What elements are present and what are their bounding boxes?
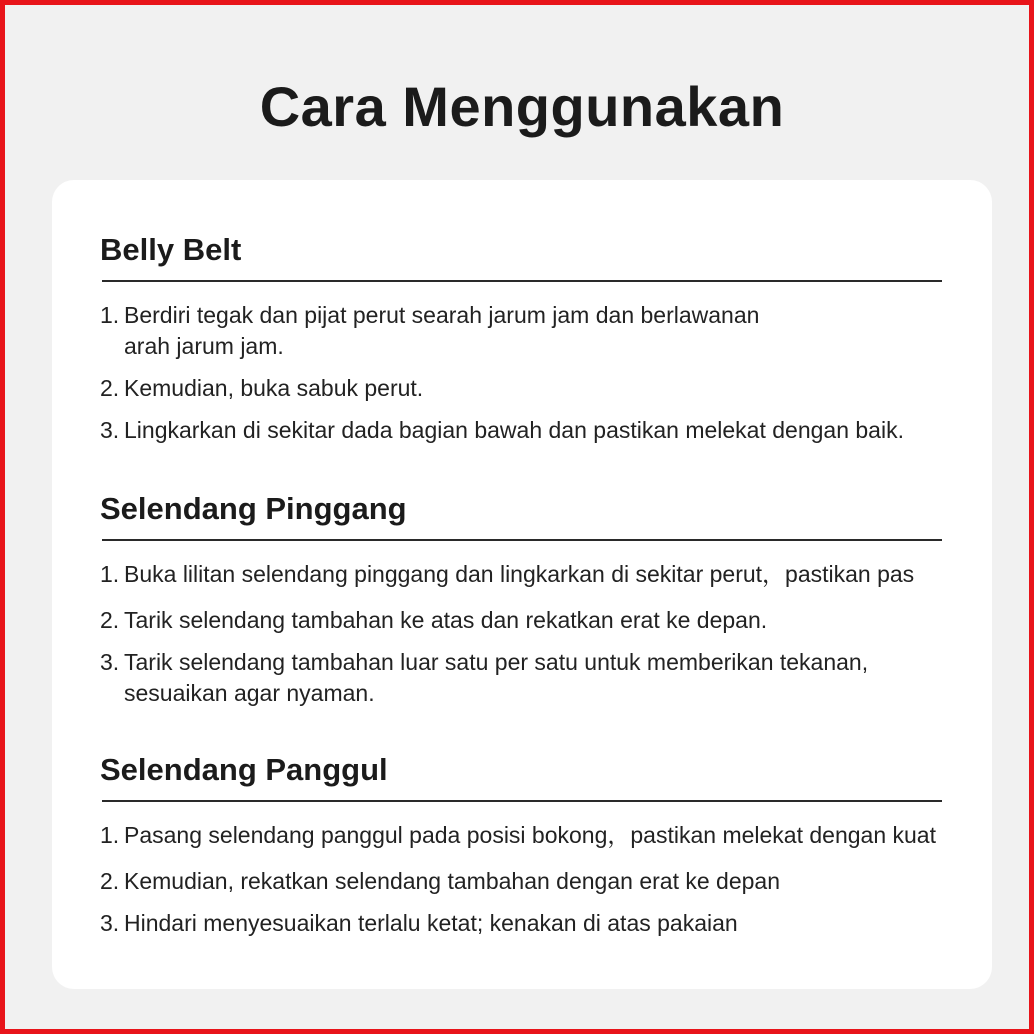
step-text: Tarik selendang tambahan luar satu per satu untuk memberikan tekanan,	[124, 649, 869, 675]
section-divider	[102, 539, 942, 541]
step-number: 3.	[100, 649, 120, 675]
step-item	[100, 908, 946, 939]
step-number: 1.	[100, 561, 120, 587]
step-list	[100, 820, 946, 939]
page-title: Cara Menggunakan	[259, 75, 785, 138]
step-text: Buka lilitan selendang pinggang dan lingkarkan di sekitar perut，pastikan pas	[124, 561, 915, 587]
step-text: Pasang selendang panggul pada posisi bokong，pastikan melekat dengan kuat	[124, 822, 936, 848]
section-heading: Selendang Pinggang	[100, 491, 407, 526]
step-text-continued: sesuaikan agar nyaman.	[124, 680, 375, 706]
step-item	[100, 866, 946, 897]
step-item	[100, 415, 946, 446]
step-number: 1.	[100, 302, 120, 328]
step-item	[100, 820, 946, 851]
step-item	[100, 647, 946, 709]
section-selendang-pinggang	[100, 489, 946, 709]
section-belly-belt	[100, 230, 946, 446]
step-list	[100, 300, 946, 446]
step-text: Lingkarkan di sekitar dada bagian bawah dan pastikan melekat dengan baik.	[124, 417, 904, 443]
step-number: 3.	[100, 910, 120, 936]
step-number: 3.	[100, 417, 120, 443]
section-divider	[102, 280, 942, 282]
step-number: 2.	[100, 375, 120, 401]
step-item	[100, 559, 946, 590]
step-list	[100, 559, 946, 709]
step-number: 2.	[100, 868, 120, 894]
step-number: 1.	[100, 822, 120, 848]
step-item	[100, 605, 946, 636]
step-text: Berdiri tegak dan pijat perut searah jarum jam dan berlawanan	[124, 302, 760, 328]
instructions-card	[52, 180, 992, 989]
section-heading: Belly Belt	[100, 232, 242, 267]
step-item	[100, 373, 946, 404]
step-text: Tarik selendang tambahan ke atas dan rekatkan erat ke depan.	[124, 607, 768, 633]
step-number: 2.	[100, 607, 120, 633]
section-selendang-panggul	[100, 750, 946, 939]
section-divider	[102, 800, 942, 802]
step-item	[100, 300, 946, 362]
step-text: Hindari menyesuaikan terlalu ketat; kenakan di atas pakaian	[124, 910, 738, 936]
section-heading: Selendang Panggul	[100, 752, 388, 787]
step-text: Kemudian, rekatkan selendang tambahan dengan erat ke depan	[124, 868, 780, 894]
step-text: Kemudian, buka sabuk perut.	[124, 375, 424, 401]
step-text-continued: arah jarum jam.	[124, 333, 284, 359]
